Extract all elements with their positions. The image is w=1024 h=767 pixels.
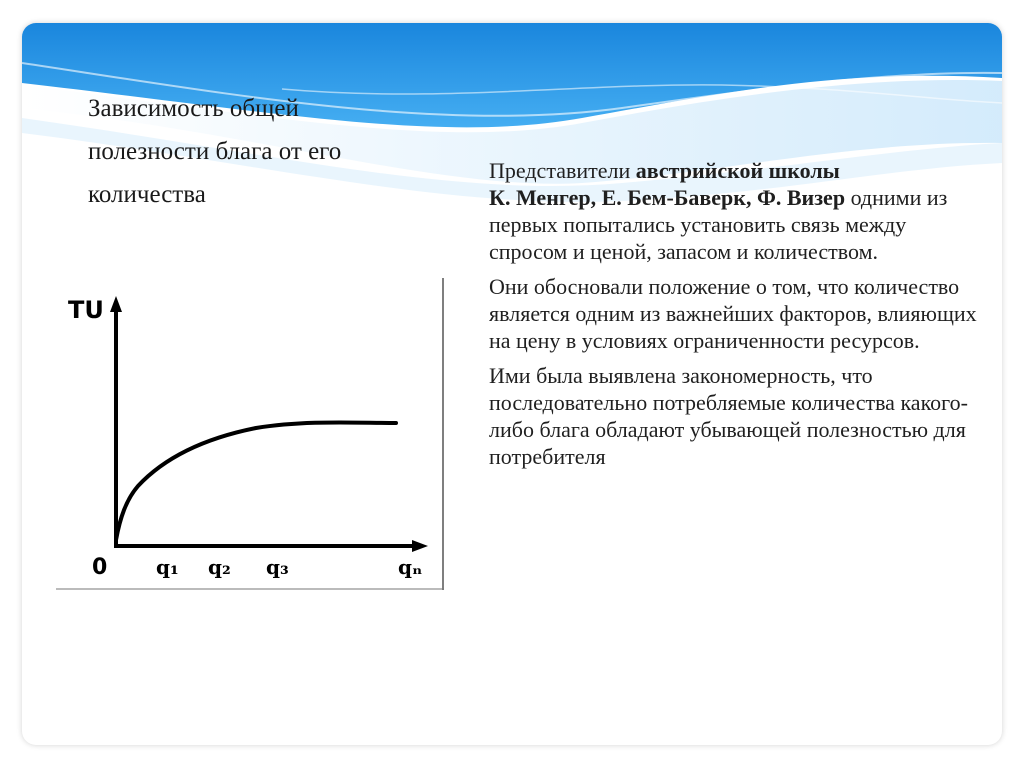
paragraph-diminishing-utility: Ими была выявлена закономерность, что последовательно потребляемые количества какого-либо блага обладают убывающей полезностью для потребителя (489, 363, 968, 469)
slide (22, 23, 1002, 745)
x-tick-label: q₁ (156, 555, 179, 579)
paragraph-1-rest: одними из первых попытались установить связь между спросом и ценой, запасом и количеством. (489, 185, 948, 264)
origin-label: 0 (92, 555, 108, 580)
austrian-school-label: австрийской школы (635, 158, 840, 183)
body-text (489, 157, 989, 478)
slide-title: Зависимость общей полезности блага от его количества (88, 95, 342, 208)
x-tick-label: q₂ (208, 555, 231, 579)
x-tick-label: q₃ (266, 555, 289, 579)
paragraph-quantity-factor: Они обосновали положение о том, что количество является одним из важнейших факторов, влияющих на цену в условиях ограниченности ресурсов. (489, 274, 977, 353)
x-tick-label: qₙ (398, 555, 423, 579)
total-utility-graph (56, 278, 446, 593)
economists-names: К. Менгер, Е. Бем-Баверк, Ф. Визер (489, 185, 846, 210)
y-axis-label: TU (68, 296, 104, 324)
y-axis-arrow (110, 296, 122, 312)
paragraph-1-prefix: Представители (489, 158, 636, 183)
total-utility-curve (116, 422, 396, 540)
x-axis-arrow (412, 540, 428, 552)
paragraph-austrian-school (489, 157, 989, 265)
